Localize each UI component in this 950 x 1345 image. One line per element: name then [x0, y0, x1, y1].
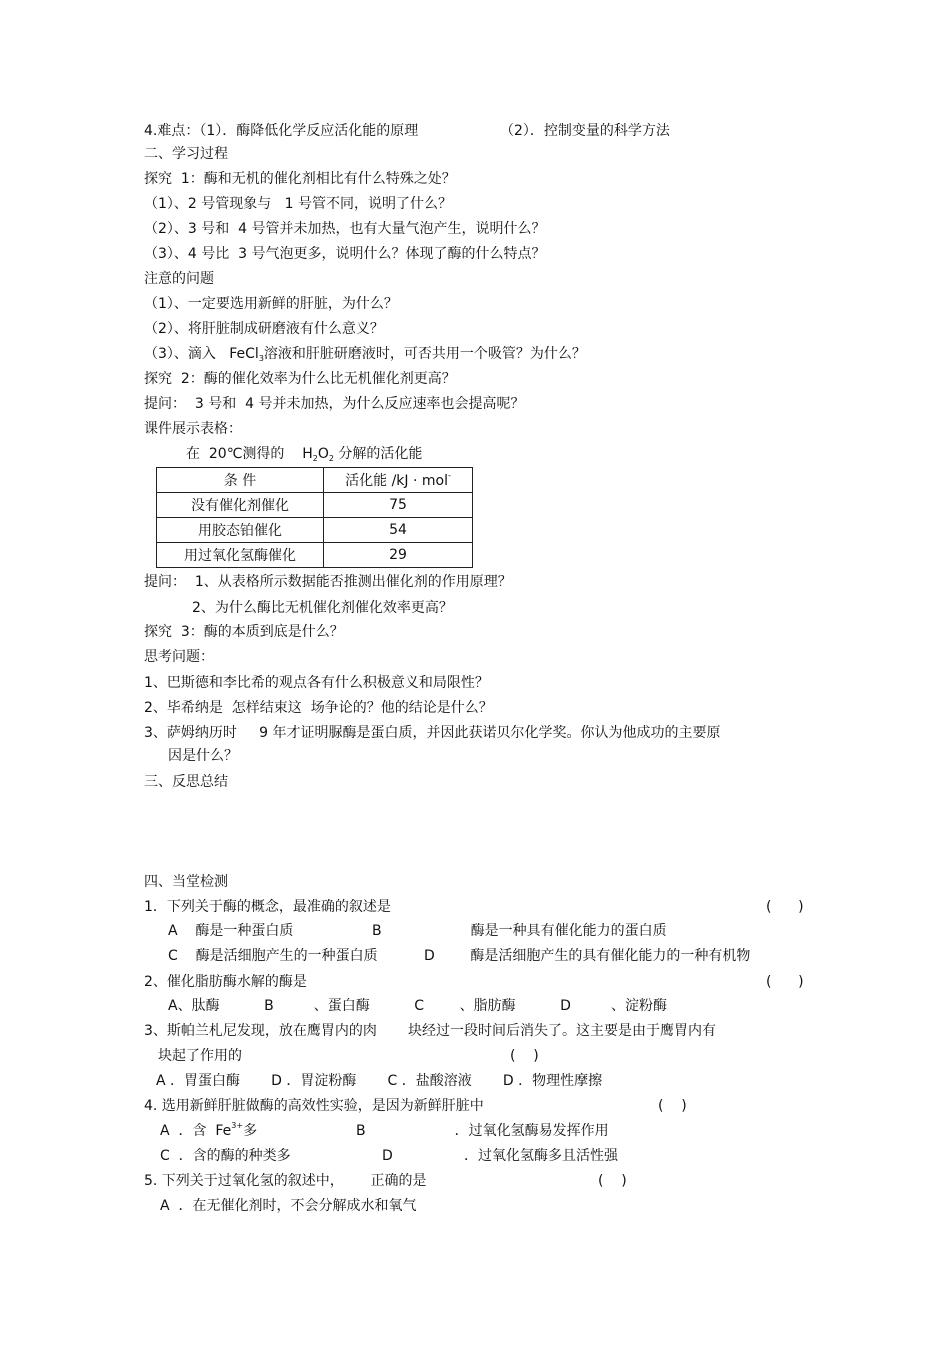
- option: A 酶是一种蛋白质: [168, 923, 294, 939]
- table-intro: 课件展示表格：: [144, 421, 242, 437]
- table-cell: 54: [324, 518, 473, 543]
- question-line: （2）、3 号和 4 号管并未加热，也有大量气泡产生，说明什么？: [144, 221, 546, 237]
- table-cell: 没有催化剂催化: [157, 493, 324, 518]
- question-line: （1）、2 号管现象与 1 号管不同，说明了什么？: [144, 196, 452, 212]
- table-header-cell: 活化能 /kJ · mol-: [324, 468, 473, 493]
- difficulty-point-1: 4.难点：（1）．酶降低化学反应活化能的原理: [144, 123, 419, 139]
- option: B 酶是一种具有催化能力的蛋白质: [372, 923, 667, 939]
- table-header-cell: 条 件: [157, 468, 324, 493]
- problem-1: 1．下列关于酶的概念，最准确的叙述是: [144, 899, 391, 915]
- table-row: [157, 543, 473, 568]
- table-header-row: [157, 468, 473, 493]
- inquiry-3: 探究 3：酶的本质到底是什么？: [144, 624, 344, 640]
- question-line: （2）、将肝脏制成研磨液有什么意义？: [144, 321, 384, 337]
- question-line: （1）、一定要选用新鲜的肝脏，为什么？: [144, 296, 398, 312]
- table-row: [157, 493, 473, 518]
- answer-paren: ( ): [766, 899, 804, 915]
- inquiry-2: 探究 2：酶的催化效率为什么比无机催化剂更高？: [144, 371, 456, 387]
- question-line: （3）、4 号比 3 号气泡更多，说明什么？体现了酶的什么特点？: [144, 246, 546, 262]
- table-cell: 75: [324, 493, 473, 518]
- option: D 酶是活细胞产生的具有催化能力的一种有机物: [424, 948, 751, 964]
- option: D ．过氧化氢酶多且活性强: [382, 1148, 618, 1164]
- difficulty-point-2: （2）．控制变量的科学方法: [500, 123, 670, 139]
- table-cell: 用胶态铂催化: [157, 518, 324, 543]
- table-row: [157, 518, 473, 543]
- thinking-heading: 思考问题：: [144, 649, 214, 665]
- question-line: （3）、滴入 FeCl$_3$溶液和肝脏研磨液时，可否共用一个吸管？为什么？: [144, 346, 586, 363]
- option: B ．过氧化氢酶易发挥作用: [356, 1123, 609, 1139]
- inquiry-1: 探究 1：酶和无机的催化剂相比有什么特殊之处？: [144, 171, 456, 187]
- table-cell: 用过氧化氢酶催化: [157, 543, 324, 568]
- problem-3-cont: 块起了作用的: [158, 1048, 242, 1064]
- section-heading-4: 四、当堂检测: [144, 874, 228, 890]
- question-line: 2、为什么酶比无机催化剂催化效率更高？: [192, 600, 453, 616]
- option: A ．含 $Fe^{3+}$多: [160, 1121, 258, 1139]
- section-heading-3: 三、反思总结: [144, 774, 228, 790]
- table-cell: 29: [324, 543, 473, 568]
- section-heading-2: 二、学习过程: [144, 146, 228, 162]
- answer-paren: ( ): [510, 1048, 539, 1064]
- table-caption: 在 20℃测得的 $H_2O_2$ 分解的活化能: [186, 446, 423, 463]
- question-line: 因是什么？: [168, 748, 238, 764]
- option: A、肽酶 B 、蛋白酶 C 、脂肪酶 D 、淀粉酶: [168, 998, 667, 1014]
- question-line: 提问： 3 号和 4 号并未加热，为什么反应速率也会提高呢？: [144, 396, 525, 412]
- answer-paren: ( ): [658, 1098, 687, 1114]
- question-line: 提问： 1、从表格所示数据能否推测出催化剂的作用原理？: [144, 574, 512, 590]
- notes-heading: 注意的问题: [144, 271, 214, 287]
- question-line: 3、萨姆纳历时 9 年才证明脲酶是蛋白质，并因此获诺贝尔化学奖。你认为他成功的主要原: [144, 725, 721, 741]
- problem-3: 3、斯帕兰札尼发现，放在鹰胃内的肉 块经过一段时间后消失了。这主要是由于鹰胃内有: [144, 1023, 717, 1039]
- answer-paren: ( ): [598, 1173, 627, 1189]
- option: A ．胃蛋白酶 D ．胃淀粉酶 C ．盐酸溶液 D ．物理性摩擦: [156, 1073, 603, 1089]
- option: C ．含的酶的种类多: [160, 1148, 291, 1164]
- problem-5: 5. 下列关于过氧化氢的叙述中， 正确的是: [144, 1173, 427, 1189]
- problem-2: 2、催化脂肪酶水解的酶是: [144, 974, 307, 990]
- answer-paren: ( ): [766, 974, 804, 990]
- question-line: 1、巴斯德和李比希的观点各有什么积极意义和局限性？: [144, 675, 489, 691]
- option: A ．在无催化剂时，不会分解成水和氧气: [160, 1198, 417, 1214]
- option: C 酶是活细胞产生的一种蛋白质: [168, 948, 378, 964]
- activation-energy-table: [156, 467, 473, 568]
- problem-4: 4. 选用新鲜肝脏做酶的高效性实验，是因为新鲜肝脏中: [144, 1098, 484, 1114]
- question-line: 2、毕希纳是 怎样结束这 场争论的？他的结论是什么？: [144, 700, 493, 716]
